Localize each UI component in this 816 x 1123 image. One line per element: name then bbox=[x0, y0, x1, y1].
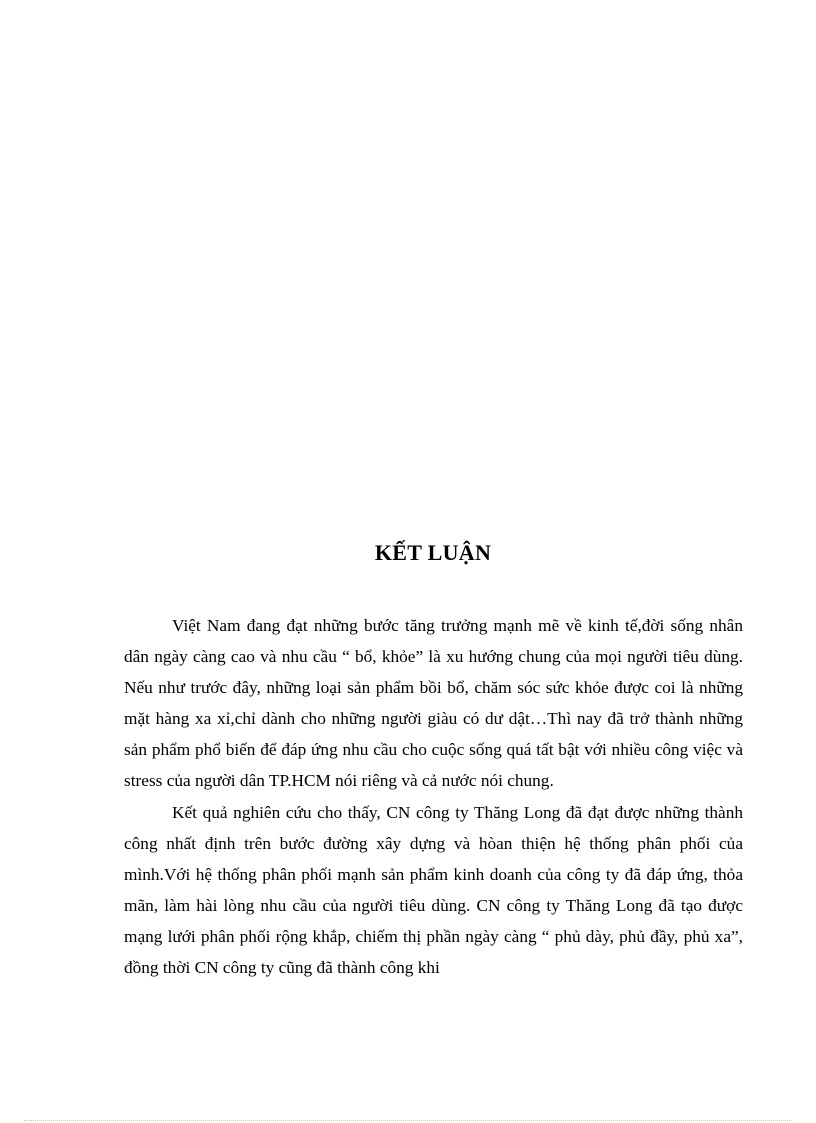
document-title: KẾT LUẬN bbox=[374, 540, 492, 565]
paragraph-2: Kết quả nghiên cứu cho thấy, CN công ty Thăng Long đã đạt được những thành công nhất định trên bước đường xây dựng và hòan thiện hệ thống phân phối của mình.Với hệ thống phân phối mạnh sản phẩm kinh doanh của công ty đã đáp ứng, thỏa mãn, làm hài lòng nhu cầu của người tiêu dùng. CN công ty Thăng Long đã tạo được mạng lưới phân phối rộng khắp, chiếm thị phần ngày càng “ phủ dày, phủ đầy, phủ xa”, đồng thời CN công ty cũng đã thành công khi bbox=[124, 802, 743, 978]
page-bottom-divider bbox=[24, 1120, 792, 1121]
document-body bbox=[124, 610, 743, 983]
paragraph-1: Việt Nam đang đạt những bước tăng trưởng mạnh mẽ về kinh tế,đời sống nhân dân ngày càng cao và nhu cầu “ bổ, khỏe” là xu hướng chung của mọi người tiêu dùng. Nếu như trước đây, những loại sản phẩm bồi bổ, chăm sóc sức khỏe được coi là những mặt hàng xa xỉ,chỉ dành cho những người giàu có dư dật…Thì nay đã trở thành những sản phẩm phổ biến để đáp ứng nhu cầu cho cuộc sống quá tất bật với nhiều công việc và stress của người dân TP.HCM nói riêng và cả nước nói chung. bbox=[124, 616, 743, 791]
